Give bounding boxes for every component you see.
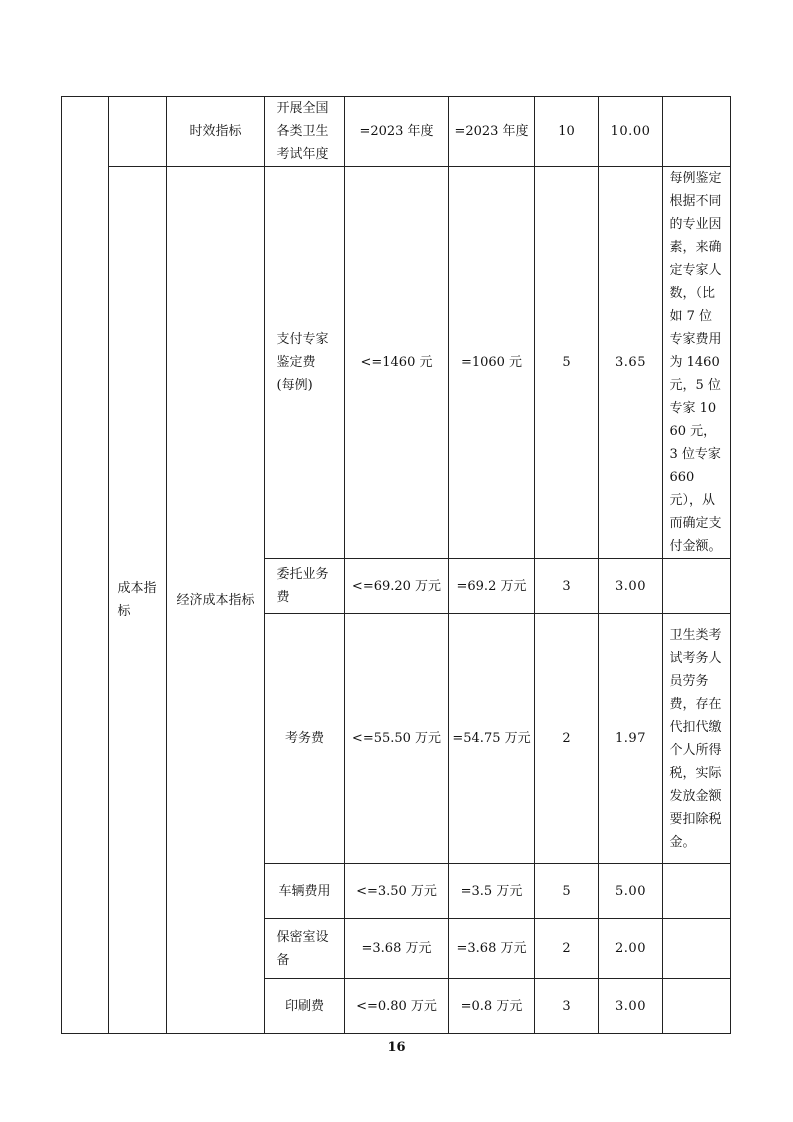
target-value-cell: <=69.20 万元 bbox=[345, 559, 449, 614]
note-cell bbox=[663, 97, 731, 167]
performance-indicator-table bbox=[61, 96, 731, 1034]
actual-value-cell: =54.75 万元 bbox=[449, 614, 535, 864]
score-cell: 3.00 bbox=[599, 559, 663, 614]
target-value-cell: =3.68 万元 bbox=[345, 919, 449, 979]
target-value-cell: <=0.80 万元 bbox=[345, 979, 449, 1034]
item-cell: 开展全国各类卫生考试年度 bbox=[265, 97, 345, 167]
weight-cell: 3 bbox=[535, 979, 599, 1034]
cost-indicator-cell: 成本指标 bbox=[109, 167, 167, 1034]
note-cell: 每例鉴定根据不同的专业因素，来确定专家人数，（比如 7 位专家费用为 1460 元，5 位专家 1060 元，3 位专家 660 元），从而确定支付金额。 bbox=[663, 167, 731, 559]
weight-cell: 2 bbox=[535, 919, 599, 979]
weight-cell: 3 bbox=[535, 559, 599, 614]
weight-cell: 5 bbox=[535, 864, 599, 919]
economic-cost-indicator-cell: 经济成本指标 bbox=[167, 167, 265, 1034]
actual-value-cell: =3.68 万元 bbox=[449, 919, 535, 979]
table-row-timeliness bbox=[62, 97, 731, 167]
score-cell: 10.00 bbox=[599, 97, 663, 167]
score-cell: 3.00 bbox=[599, 979, 663, 1034]
actual-value-cell: =69.2 万元 bbox=[449, 559, 535, 614]
item-cell: 支付专家鉴定费(每例) bbox=[265, 167, 345, 559]
score-cell: 3.65 bbox=[599, 167, 663, 559]
item-cell: 车辆费用 bbox=[265, 864, 345, 919]
note-cell bbox=[663, 919, 731, 979]
sub-indicator-cell: 时效指标 bbox=[167, 97, 265, 167]
item-cell: 印刷费 bbox=[265, 979, 345, 1034]
target-value-cell: =2023 年度 bbox=[345, 97, 449, 167]
actual-value-cell: =0.8 万元 bbox=[449, 979, 535, 1034]
item-cell: 委托业务费 bbox=[265, 559, 345, 614]
table-row bbox=[62, 167, 731, 559]
target-value-cell: <=1460 元 bbox=[345, 167, 449, 559]
target-value-cell: <=55.50 万元 bbox=[345, 614, 449, 864]
note-cell bbox=[663, 559, 731, 614]
weight-cell: 10 bbox=[535, 97, 599, 167]
level2-indicator-cell-empty bbox=[109, 97, 167, 167]
level1-indicator-cell bbox=[62, 97, 109, 1034]
weight-cell: 2 bbox=[535, 614, 599, 864]
target-value-cell: <=3.50 万元 bbox=[345, 864, 449, 919]
score-cell: 2.00 bbox=[599, 919, 663, 979]
actual-value-cell: =3.5 万元 bbox=[449, 864, 535, 919]
actual-value-cell: =2023 年度 bbox=[449, 97, 535, 167]
item-cell: 考务费 bbox=[265, 614, 345, 864]
item-cell: 保密室设备 bbox=[265, 919, 345, 979]
score-cell: 5.00 bbox=[599, 864, 663, 919]
weight-cell: 5 bbox=[535, 167, 599, 559]
note-cell: 卫生类考试考务人员劳务费，存在代扣代缴个人所得税，实际发放金额要扣除税金。 bbox=[663, 614, 731, 864]
page-number: 16 bbox=[387, 1040, 406, 1055]
score-cell: 1.97 bbox=[599, 614, 663, 864]
note-cell bbox=[663, 979, 731, 1034]
note-cell bbox=[663, 864, 731, 919]
actual-value-cell: =1060 元 bbox=[449, 167, 535, 559]
